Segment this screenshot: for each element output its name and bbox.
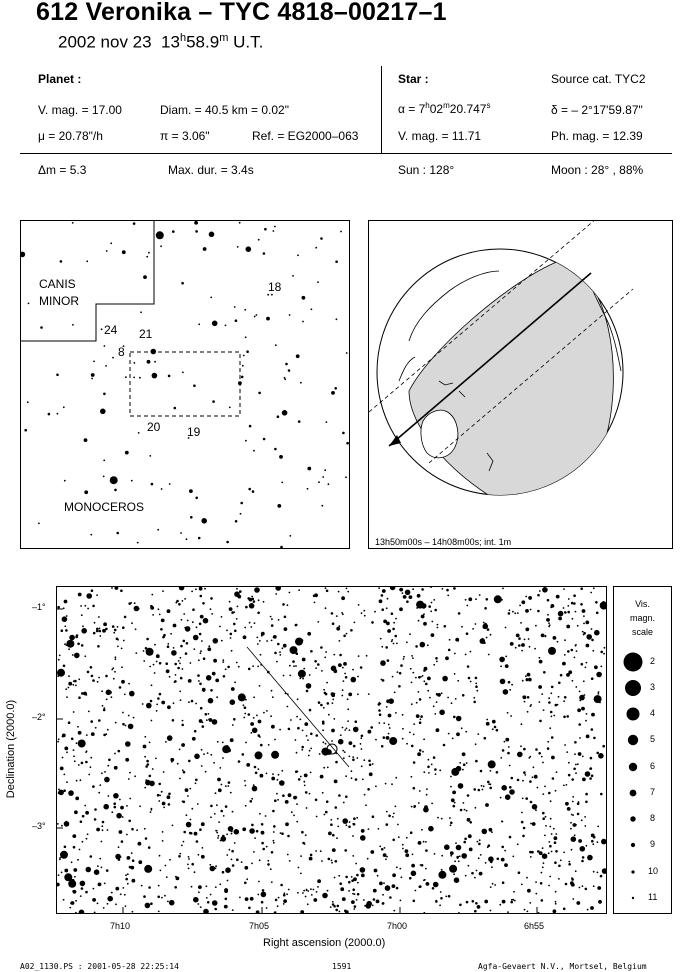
page-title: 612 Veronika – TYC 4818–00217–1 — [36, 0, 447, 26]
coastline-australia — [421, 410, 458, 458]
planet-motion: μ = 20.78"/h — [38, 129, 103, 143]
detail-chart-canvas — [57, 587, 606, 913]
ra-hours-unit: h — [425, 101, 430, 110]
scale-label-5: 5 — [650, 734, 656, 744]
x-tick-label-3: 7h00 — [387, 921, 408, 931]
scale-label-11: 11 — [648, 892, 658, 902]
star-photographic-mag: Ph. mag. = 12.39 — [551, 129, 643, 143]
scale-dot-5 — [628, 735, 638, 745]
star-label-8: 8 — [118, 345, 125, 359]
globe-caption: 13h50m00s – 14h08m00s; int. 1m — [375, 537, 512, 547]
asteroid-path — [247, 647, 349, 767]
star-label-24: 24 — [104, 323, 118, 337]
scale-label-4: 4 — [650, 708, 656, 718]
footer-page-number: 1591 — [332, 962, 352, 971]
x-axis-label: Right ascension (2000.0) — [263, 937, 386, 949]
detail-stars — [57, 587, 606, 913]
star-right-ascension — [398, 101, 490, 116]
x-tick-label-1: 7h10 — [110, 921, 131, 931]
magnitude-scale — [613, 586, 672, 914]
ra-seconds: 20.747 — [449, 102, 487, 116]
scale-title-1: Vis. — [635, 599, 650, 609]
y-tick-label-2: –2° — [32, 712, 46, 722]
sun-elongation: Sun : 128° — [398, 163, 455, 177]
canis-minor-label-2: MINOR — [39, 294, 79, 308]
scale-dot-4 — [627, 708, 640, 721]
scale-dot-8 — [630, 816, 635, 821]
star-label-19: 19 — [187, 425, 201, 439]
footer-organization: Agfa-Gevaert N.V., Mortsel, Belgium — [478, 962, 647, 971]
planet-heading: Planet : — [38, 72, 82, 86]
star-declination: δ = – 2°17'59.87" — [551, 103, 643, 117]
x-tick-label-2: 7h05 — [249, 921, 270, 931]
magnitude-drop: Δm = 5.3 — [38, 163, 87, 177]
ra-minutes-unit: m — [443, 101, 450, 110]
scale-dot-11 — [632, 897, 634, 899]
time-hours: 13 — [161, 32, 180, 52]
scale-dot-10 — [631, 870, 634, 873]
detail-chart — [56, 586, 607, 914]
scale-label-10: 10 — [648, 866, 659, 876]
canis-minor-label-1: CANIS — [39, 277, 76, 291]
scale-title-3: scale — [631, 627, 653, 637]
finder-chart — [20, 220, 350, 549]
globe-canvas — [369, 221, 672, 548]
detail-field-outline — [130, 352, 240, 416]
planet-diameter: Diam. = 40.5 km = 0.02" — [160, 103, 289, 117]
x-tick-label-4: 6h55 — [524, 921, 545, 931]
planet-vmag: V. mag. = 17.00 — [38, 103, 122, 117]
info-divider — [20, 153, 672, 154]
star-heading: Star : — [398, 72, 429, 86]
planet-reference: Ref. = EG2000–063 — [252, 129, 359, 143]
monoceros-label: MONOCEROS — [64, 500, 145, 514]
time-suffix: U.T. — [228, 32, 264, 52]
scale-dot-2 — [624, 653, 643, 672]
time-hours-unit: h — [179, 32, 187, 44]
max-duration: Max. dur. = 3.4s — [168, 163, 254, 177]
scale-dot-6 — [629, 763, 637, 771]
y-axis-label: Declination (2000.0) — [5, 699, 17, 799]
scale-label-6: 6 — [650, 761, 656, 771]
ra-minutes: 02 — [429, 102, 444, 116]
event-time — [58, 32, 263, 53]
scale-dot-3 — [625, 680, 641, 696]
star-label-20: 20 — [147, 420, 161, 434]
scale-title-2: magn. — [629, 613, 655, 623]
scale-label-7: 7 — [650, 787, 656, 797]
finder-chart-canvas — [21, 221, 349, 548]
y-tick-label-1: –1° — [32, 602, 46, 612]
time-minutes-unit: m — [219, 32, 229, 44]
footer-file-info: A02_1130.PS : 2001-05-28 22:25:14 — [20, 962, 179, 971]
star-vmag: V. mag. = 11.71 — [398, 129, 482, 143]
scale-label-3: 3 — [650, 682, 656, 692]
star-source-catalog: Source cat. TYC2 — [551, 72, 646, 86]
event-date: 2002 nov 23 — [58, 32, 152, 52]
scale-dots — [614, 587, 671, 913]
star-label-18: 18 — [268, 280, 282, 294]
target-star-marker — [327, 744, 337, 754]
y-tick-label-3: –3° — [32, 821, 46, 831]
ra-hours: α = 7 — [398, 102, 426, 116]
ra-seconds-unit: s — [486, 101, 491, 110]
planet-parallax: π = 3.06" — [160, 129, 210, 143]
scale-label-9: 9 — [650, 839, 656, 849]
time-minutes: 58.9 — [186, 32, 220, 52]
moon-elongation: Moon : 28° , 88% — [551, 163, 644, 177]
finder-stars — [21, 221, 349, 548]
star-label-21: 21 — [139, 327, 153, 341]
globe-panel — [368, 220, 673, 549]
scale-dot-9 — [631, 843, 635, 847]
info-column-divider — [381, 66, 382, 153]
scale-dot-7 — [630, 790, 637, 797]
scale-label-8: 8 — [650, 813, 656, 823]
scale-label-2: 2 — [650, 656, 656, 666]
